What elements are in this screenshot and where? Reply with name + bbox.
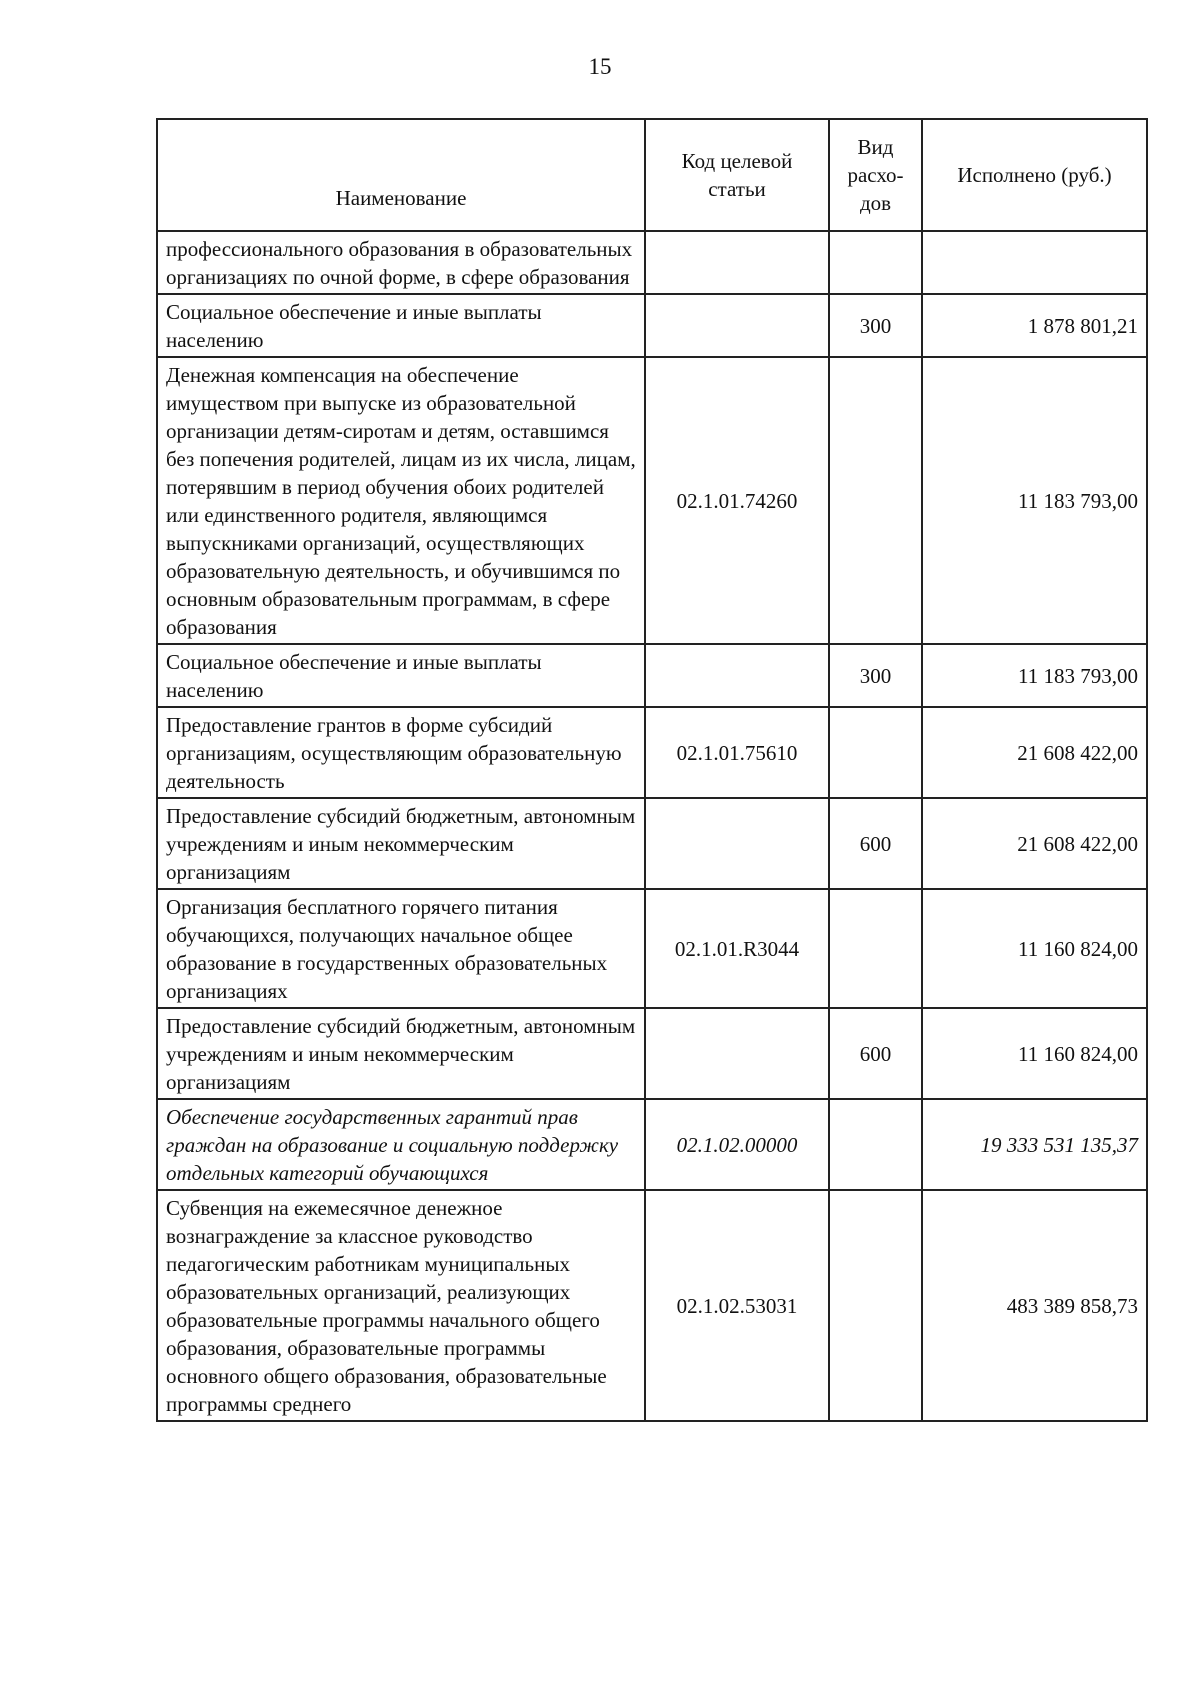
header-code: Код целевой статьи — [645, 119, 829, 231]
row-type — [829, 357, 922, 644]
table-row — [157, 889, 1147, 1008]
table-row — [157, 644, 1147, 707]
row-code — [645, 294, 829, 357]
row-code — [645, 644, 829, 707]
table-row — [157, 707, 1147, 798]
row-name: Предоставление субсидий бюджетным, автономным учреждениям и иным некоммерческим организациям — [157, 798, 645, 889]
table-row — [157, 357, 1147, 644]
row-name: профессионального образования в образовательных организациях по очной форме, в сфере образования — [157, 231, 645, 294]
row-code: 02.1.01.R3044 — [645, 889, 829, 1008]
table-row — [157, 1008, 1147, 1099]
row-sum: 21 608 422,00 — [922, 798, 1147, 889]
row-type: 300 — [829, 644, 922, 707]
table-header-row — [157, 119, 1147, 231]
row-code — [645, 798, 829, 889]
row-sum: 1 878 801,21 — [922, 294, 1147, 357]
row-type — [829, 1099, 922, 1190]
row-type — [829, 707, 922, 798]
row-name: Предоставление грантов в форме субсидий организациям, осуществляющим образовательную деятельность — [157, 707, 645, 798]
row-sum — [922, 231, 1147, 294]
table-row-italic — [157, 1099, 1147, 1190]
table-row — [157, 798, 1147, 889]
header-name: Наименование — [157, 119, 645, 231]
row-sum: 483 389 858,73 — [922, 1190, 1147, 1421]
row-code: 02.1.01.75610 — [645, 707, 829, 798]
row-code: 02.1.02.00000 — [645, 1099, 829, 1190]
row-sum: 11 160 824,00 — [922, 1008, 1147, 1099]
table-row — [157, 231, 1147, 294]
row-name: Организация бесплатного горячего питания обучающихся, получающих начальное общее образование в государственных образовательных организациях — [157, 889, 645, 1008]
row-sum: 21 608 422,00 — [922, 707, 1147, 798]
table-row — [157, 294, 1147, 357]
row-type — [829, 1190, 922, 1421]
row-code: 02.1.01.74260 — [645, 357, 829, 644]
row-sum: 11 183 793,00 — [922, 357, 1147, 644]
row-name: Субвенция на ежемесячное денежное вознаграждение за классное руководство педагогическим работникам муниципальных образовательных организаций, реализующих образовательные программы начального общего образования, образовательные программы основного общего образования, образовательные программы среднего — [157, 1190, 645, 1421]
row-type: 300 — [829, 294, 922, 357]
row-name: Социальное обеспечение и иные выплаты населению — [157, 294, 645, 357]
header-sum: Исполнено (руб.) — [922, 119, 1147, 231]
row-code — [645, 231, 829, 294]
row-name: Предоставление субсидий бюджетным, автономным учреждениям и иным некоммерческим организациям — [157, 1008, 645, 1099]
row-name: Социальное обеспечение и иные выплаты населению — [157, 644, 645, 707]
row-code: 02.1.02.53031 — [645, 1190, 829, 1421]
row-type — [829, 889, 922, 1008]
table-row — [157, 1190, 1147, 1421]
budget-table — [156, 118, 1148, 1422]
row-sum: 11 160 824,00 — [922, 889, 1147, 1008]
row-type: 600 — [829, 798, 922, 889]
row-code — [645, 1008, 829, 1099]
row-type: 600 — [829, 1008, 922, 1099]
row-sum: 11 183 793,00 — [922, 644, 1147, 707]
row-name: Обеспечение государственных гарантий прав граждан на образование и социальную поддержку отдельных категорий обучающихся — [157, 1099, 645, 1190]
row-type — [829, 231, 922, 294]
row-name: Денежная компенсация на обеспечение имуществом при выпуске из образовательной организации детям-сиротам и детям, оставшимся без попечения родителей, лицам из их числа, лицам, потерявшим в период обучения обоих родителей или единственного родителя, являющимся выпускниками организаций, осуществляющих образовательную деятельность, и обучившимся по основным образовательным программам, в сфере образования — [157, 357, 645, 644]
page-number: 15 — [588, 54, 612, 79]
row-sum: 19 333 531 135,37 — [922, 1099, 1147, 1190]
header-type: Вид расхо-дов — [829, 119, 922, 231]
